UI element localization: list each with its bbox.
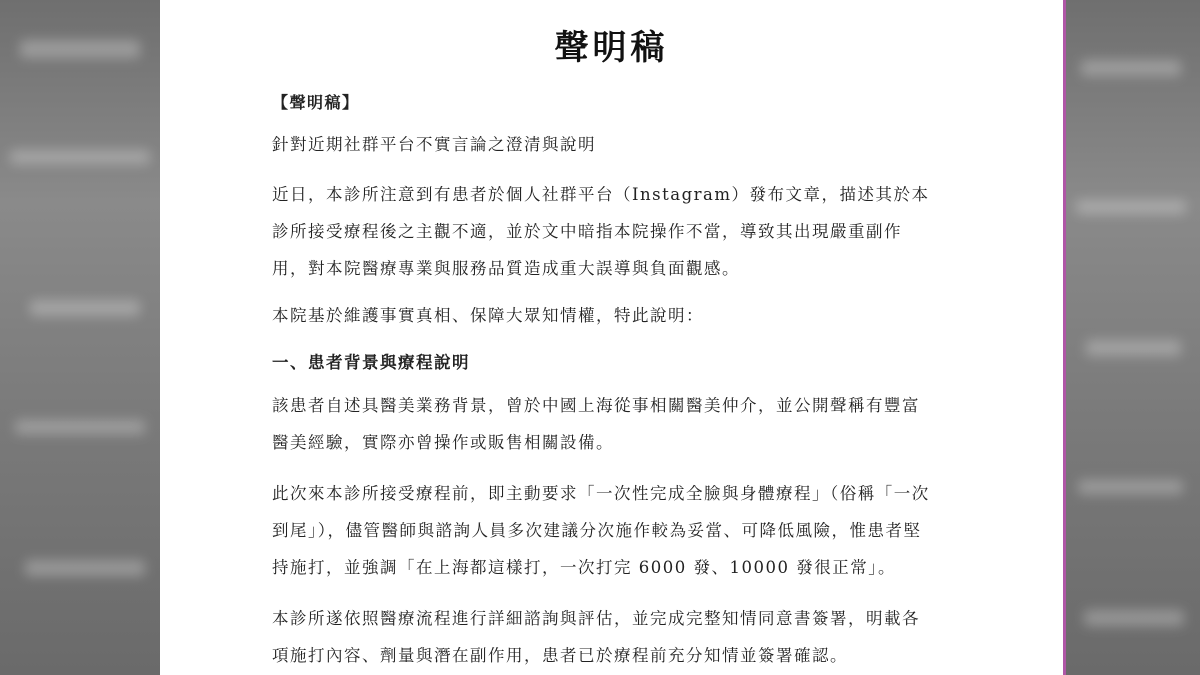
paragraph-intro: 近日，本診所注意到有患者於個人社群平台（Instagram）發布文章，描述其於本診所接受療程後之主觀不適，並於文中暗指本院操作不當，導致其出現嚴重副作用，對本院醫療專業與服務品質造成重大誤導與負面觀感。 (272, 185, 930, 278)
document-page (160, 0, 1063, 675)
section-heading: 一、患者背景與療程說明 (272, 353, 470, 372)
blurred-background-right (1066, 0, 1200, 675)
paragraph-background: 該患者自述具醫美業務背景，曾於中國上海從事相關醫美仲介，並公開聲稱有豐富醫美經驗，實際亦曾操作或販售相關設備。 (272, 396, 920, 452)
statement-label: 【聲明稿】 (272, 93, 360, 112)
document-title: 聲明稿 (554, 28, 669, 68)
paragraph-purpose: 本院基於維護事實真相、保障大眾知情權，特此說明： (272, 306, 704, 325)
paragraph-consent: 本診所遂依照醫療流程進行詳細諮詢與評估，並完成完整知情同意書簽署，明載各項施打內容、劑量與潛在副作用，患者已於療程前充分知情並簽署確認。 (272, 609, 920, 665)
document-subtitle: 針對近期社群平台不實言論之澄清與說明 (272, 135, 596, 154)
document-body (272, 88, 932, 675)
paragraph-request: 此次來本診所接受療程前，即主動要求「一次性完成全臉與身體療程」（俗稱「一次到尾」），儘管醫師與諮詢人員多次建議分次施作較為妥當、可降低風險，惟患者堅持施打，並強調「在上海都這樣打，一次打完 6000 發、10000 發很正常」。 (272, 484, 930, 577)
blurred-background-left (0, 0, 160, 675)
